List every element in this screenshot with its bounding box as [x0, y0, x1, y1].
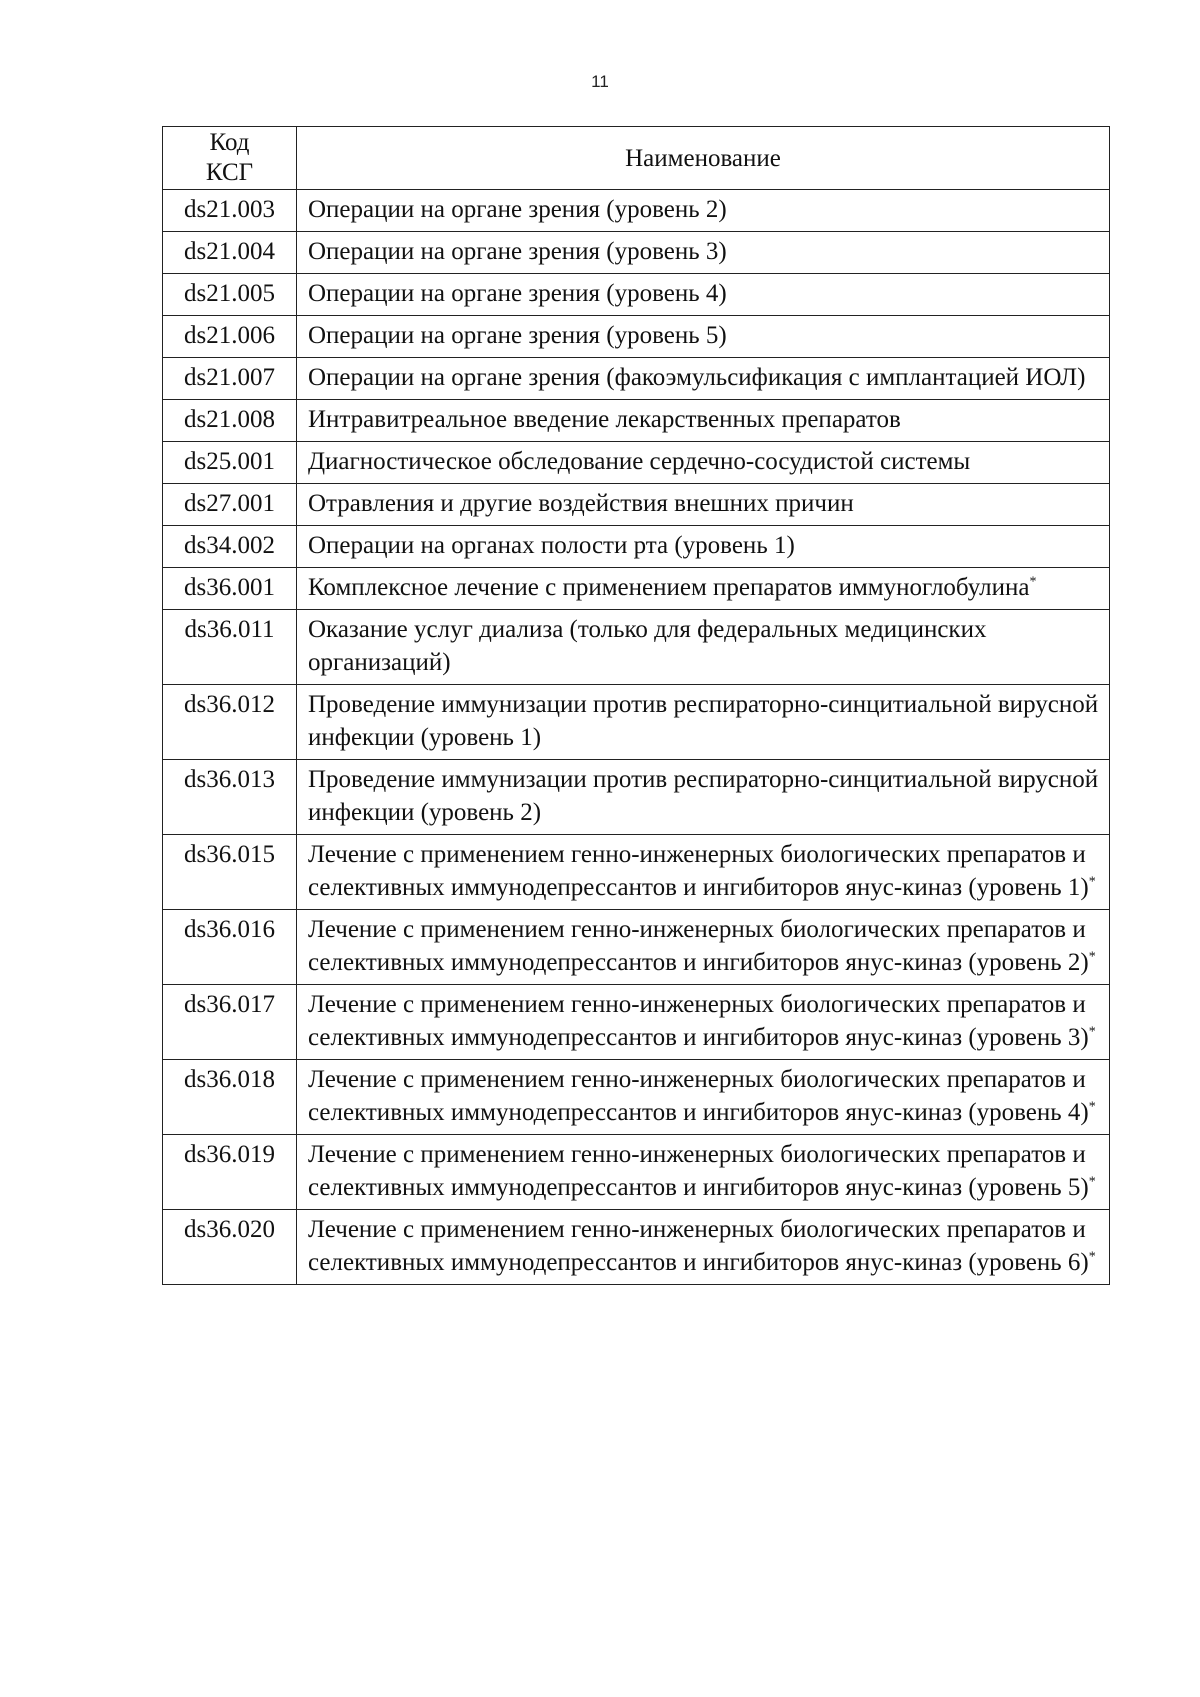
table-row [163, 442, 1110, 484]
footnote-mark: * [1029, 574, 1037, 590]
code-cell: ds36.012 [163, 685, 297, 760]
footnote-mark: * [1088, 1174, 1096, 1190]
name-cell [297, 484, 1110, 526]
table-row [163, 232, 1110, 274]
name-cell [297, 358, 1110, 400]
name-text: Интравитреальное введение лекарственных препаратов [308, 406, 901, 433]
name-cell [297, 442, 1110, 484]
table-row [163, 1210, 1110, 1285]
code-cell: ds21.008 [163, 400, 297, 442]
ksg-table [162, 126, 1110, 1285]
code-cell: ds34.002 [163, 526, 297, 568]
footnote-mark: * [1088, 1024, 1096, 1040]
name-cell [297, 685, 1110, 760]
header-row [163, 127, 1110, 190]
name-cell [297, 1210, 1110, 1285]
table-row [163, 1135, 1110, 1210]
code-cell: ds21.003 [163, 190, 297, 232]
table-row [163, 610, 1110, 685]
code-cell: ds21.007 [163, 358, 297, 400]
table-header [163, 127, 1110, 190]
name-cell [297, 526, 1110, 568]
name-text: Лечение с применением генно-инженерных биологических препаратов и селективных иммунодепрессантов и ингибиторов янус-киназ (уровень 1) [308, 841, 1089, 901]
name-cell [297, 835, 1110, 910]
code-cell: ds21.004 [163, 232, 297, 274]
name-text: Диагностическое обследование сердечно-сосудистой системы [308, 448, 971, 475]
code-cell: ds36.013 [163, 760, 297, 835]
header-code-line1: Код [209, 129, 250, 156]
footnote-mark: * [1088, 1099, 1096, 1115]
code-cell: ds25.001 [163, 442, 297, 484]
code-cell: ds36.015 [163, 835, 297, 910]
name-cell [297, 274, 1110, 316]
page-number: 11 [591, 72, 609, 91]
name-cell [297, 232, 1110, 274]
table-row [163, 1060, 1110, 1135]
name-cell [297, 910, 1110, 985]
table-row [163, 910, 1110, 985]
name-cell [297, 316, 1110, 358]
code-cell: ds27.001 [163, 484, 297, 526]
code-cell: ds36.019 [163, 1135, 297, 1210]
name-cell [297, 1135, 1110, 1210]
name-text: Лечение с применением генно-инженерных биологических препаратов и селективных иммунодепрессантов и ингибиторов янус-киназ (уровень 3) [308, 991, 1089, 1051]
name-text: Лечение с применением генно-инженерных биологических препаратов и селективных иммунодепрессантов и ингибиторов янус-киназ (уровень 2) [308, 916, 1089, 976]
name-text: Лечение с применением генно-инженерных биологических препаратов и селективных иммунодепрессантов и ингибиторов янус-киназ (уровень 6) [308, 1216, 1089, 1276]
code-cell: ds21.005 [163, 274, 297, 316]
footnote-mark: * [1088, 874, 1096, 890]
name-text: Оказание услуг диализа (только для федеральных медицинских организаций) [308, 616, 987, 676]
code-cell: ds21.006 [163, 316, 297, 358]
table-row [163, 568, 1110, 610]
table-row [163, 358, 1110, 400]
code-cell: ds36.016 [163, 910, 297, 985]
name-text: Проведение иммунизации против респираторно-синцитиальной вирусной инфекции (уровень 2) [308, 766, 1099, 826]
name-cell [297, 985, 1110, 1060]
table-row [163, 835, 1110, 910]
name-text: Лечение с применением генно-инженерных биологических препаратов и селективных иммунодепрессантов и ингибиторов янус-киназ (уровень 5) [308, 1141, 1089, 1201]
name-text: Комплексное лечение с применением препаратов иммуноглобулина [308, 574, 1030, 601]
name-text: Операции на органе зрения (уровень 4) [308, 280, 727, 307]
header-code-line2: КСГ [205, 159, 254, 186]
code-cell: ds36.018 [163, 1060, 297, 1135]
code-cell: ds36.001 [163, 568, 297, 610]
name-cell [297, 568, 1110, 610]
table-row [163, 985, 1110, 1060]
name-text: Отравления и другие воздействия внешних причин [308, 490, 854, 517]
name-cell [297, 190, 1110, 232]
name-cell [297, 760, 1110, 835]
header-name-cell: Наименование [297, 127, 1110, 190]
table-row [163, 274, 1110, 316]
table-row [163, 685, 1110, 760]
code-cell: ds36.020 [163, 1210, 297, 1285]
name-text: Лечение с применением генно-инженерных биологических препаратов и селективных иммунодепрессантов и ингибиторов янус-киназ (уровень 4) [308, 1066, 1089, 1126]
table-row [163, 760, 1110, 835]
name-text: Операции на органах полости рта (уровень 1) [308, 532, 795, 559]
table-row [163, 526, 1110, 568]
name-text: Операции на органе зрения (уровень 3) [308, 238, 727, 265]
name-text: Операции на органе зрения (уровень 2) [308, 196, 727, 223]
name-text: Операции на органе зрения (уровень 5) [308, 322, 727, 349]
table-row [163, 484, 1110, 526]
name-cell [297, 610, 1110, 685]
table-row [163, 190, 1110, 232]
name-cell [297, 400, 1110, 442]
table-body [163, 190, 1110, 1285]
name-text: Проведение иммунизации против респираторно-синцитиальной вирусной инфекции (уровень 1) [308, 691, 1099, 751]
footnote-mark: * [1088, 1249, 1096, 1265]
table-row [163, 316, 1110, 358]
code-cell: ds36.017 [163, 985, 297, 1060]
footnote-mark: * [1088, 949, 1096, 965]
name-cell [297, 1060, 1110, 1135]
table-row [163, 400, 1110, 442]
name-text: Операции на органе зрения (факоэмульсификация с имплантацией ИОЛ) [308, 364, 1086, 391]
code-cell: ds36.011 [163, 610, 297, 685]
header-code-cell [163, 127, 297, 190]
